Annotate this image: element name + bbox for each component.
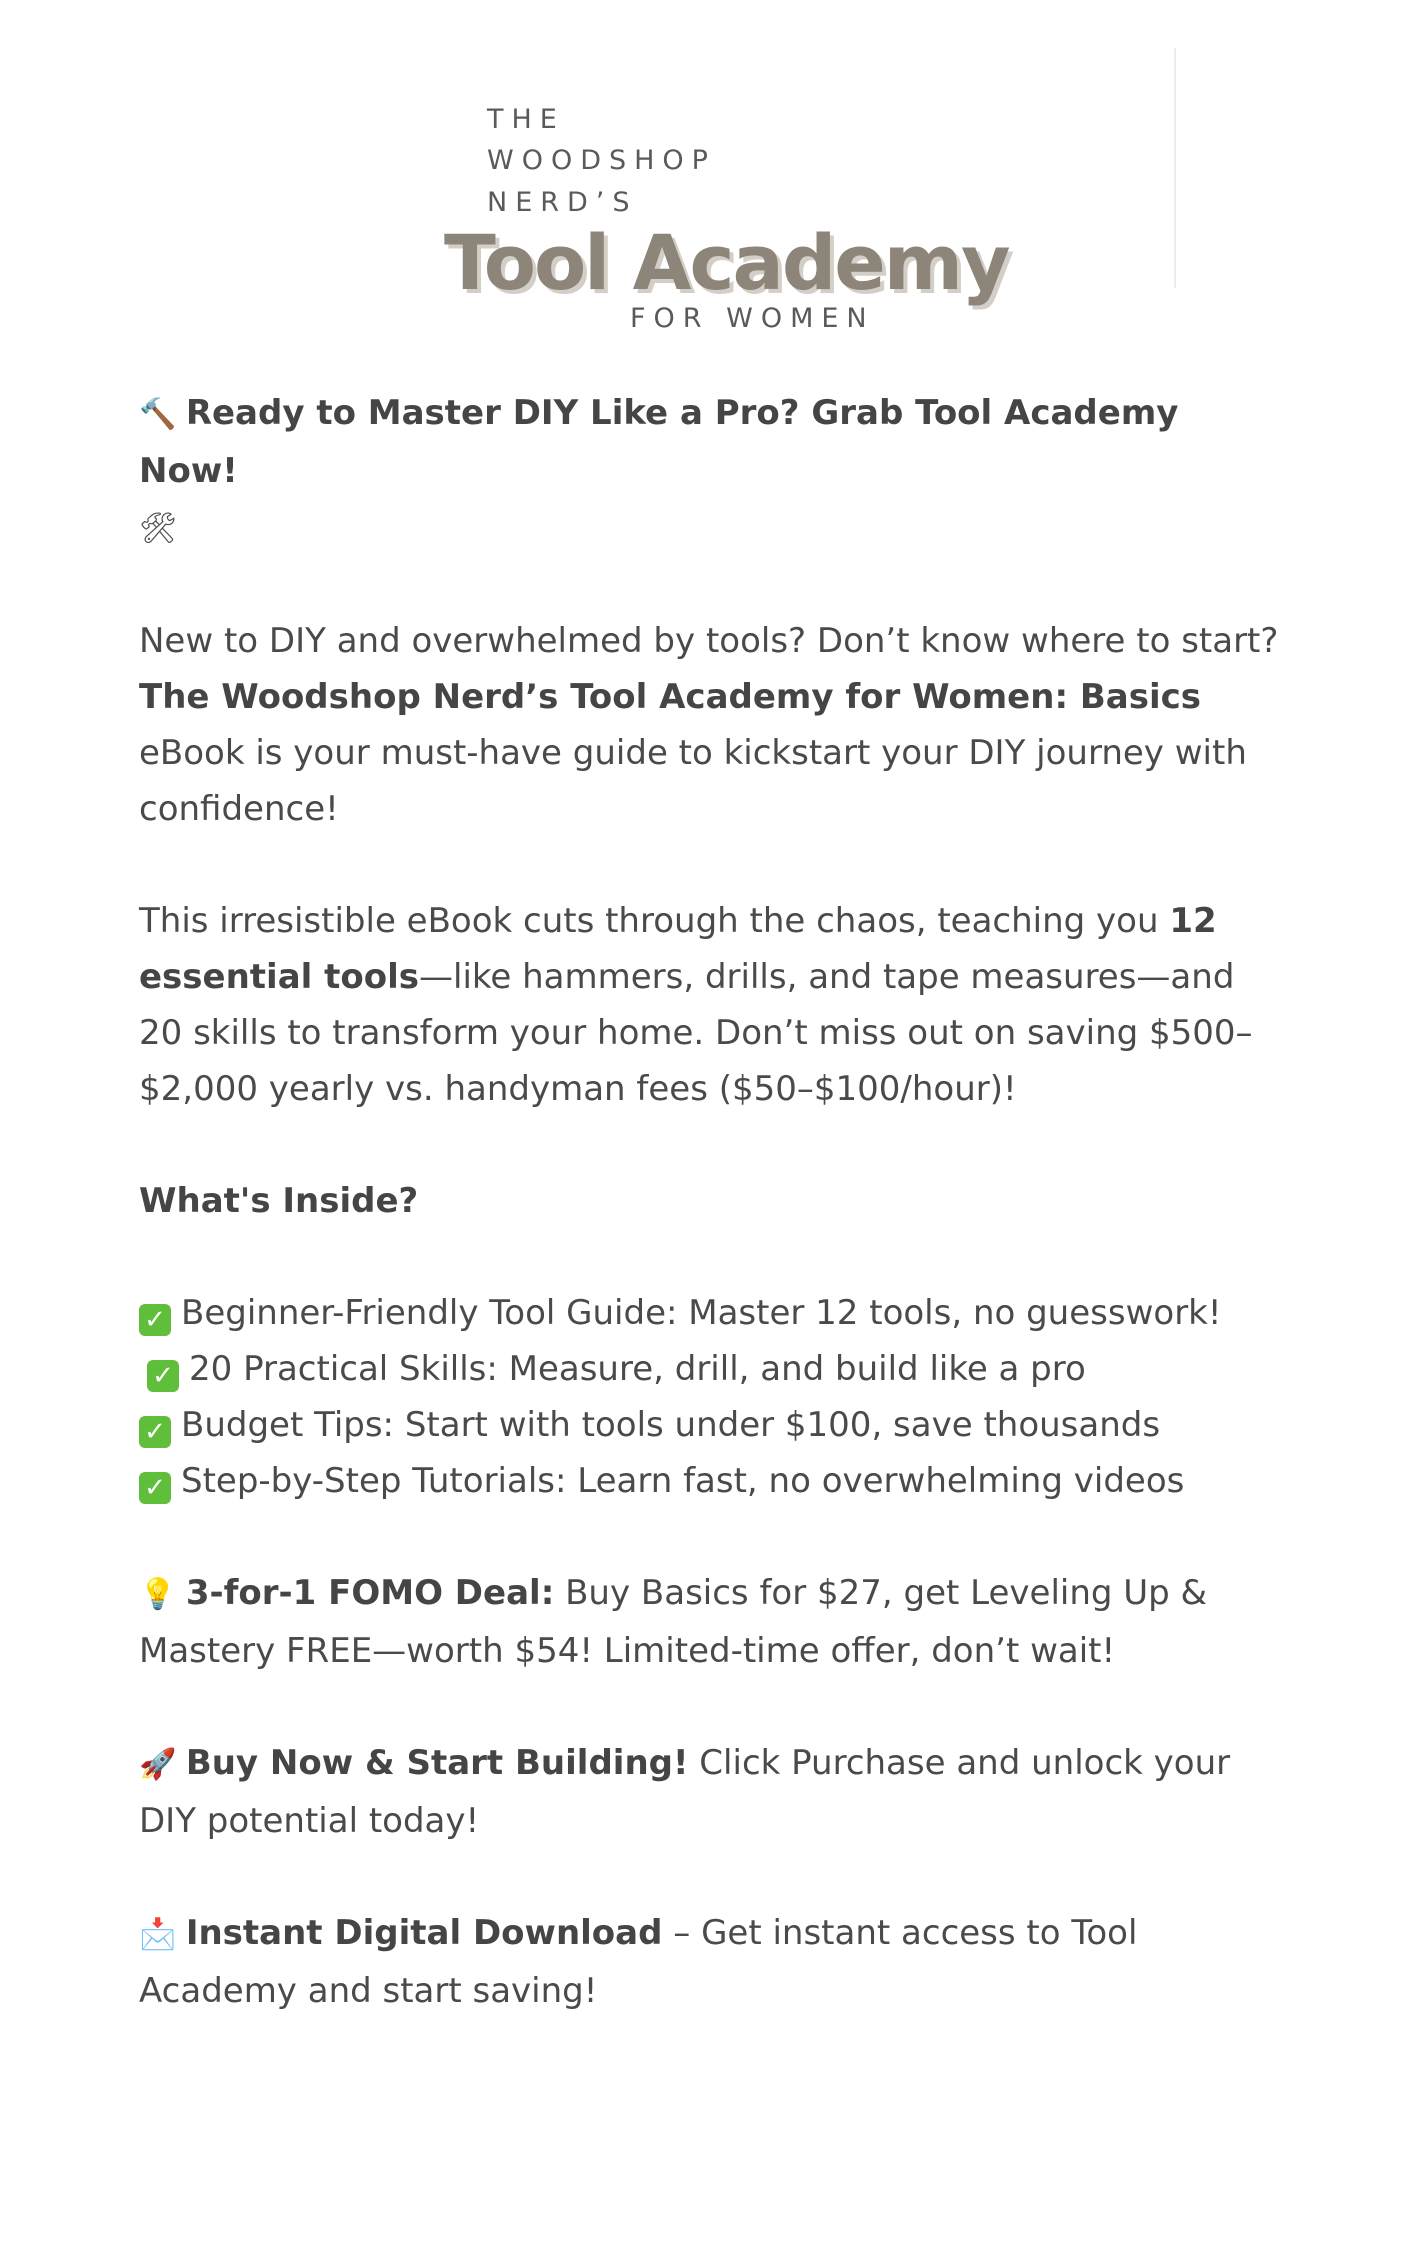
check-icon: ✓ (139, 1472, 171, 1504)
list-item (139, 1341, 1279, 1397)
lightbulb-icon: 💡 (139, 1577, 177, 1612)
intro-paragraph (139, 613, 1279, 837)
list-item (139, 1285, 1279, 1341)
description-paragraph (139, 893, 1279, 1117)
description-text-1: This irresistible eBook cuts through the chaos, teaching you (139, 901, 1170, 941)
logo-line-the: THE (487, 104, 565, 135)
hammer-icon: 🔨 (139, 397, 177, 432)
hammer-wrench-icon: 🛠 (139, 511, 178, 546)
inside-heading-text: What's Inside? (139, 1181, 419, 1221)
inside-heading (139, 1173, 1279, 1229)
headline (139, 385, 1279, 557)
buy-bold: Buy Now & Start Building! (185, 1743, 689, 1783)
description-bold: 12 essential tools (139, 901, 1217, 997)
check-icon: ✓ (139, 1416, 171, 1448)
buy-text: Click Purchase and unlock your DIY potential today! (139, 1743, 1231, 1841)
intro-text-2: eBook is your must-have guide to kickstart your DIY journey with confidence! (139, 733, 1247, 829)
list-item-text: Budget Tips: Start with tools under $100, save thousands (181, 1405, 1161, 1445)
download-bold: Instant Digital Download (185, 1913, 663, 1953)
list-item (139, 1397, 1279, 1453)
logo-line-woodshop: WOODSHOP (487, 145, 716, 176)
headline-text: Ready to Master DIY Like a Pro? Grab Tool Academy Now! (139, 393, 1179, 491)
logo-title: Tool Academy (444, 218, 1009, 307)
list-item-text: Step-by-Step Tutorials: Learn fast, no overwhelming videos (181, 1461, 1185, 1501)
buy-paragraph (139, 1735, 1279, 1849)
check-icon: ✓ (139, 1304, 171, 1336)
list-item (139, 1453, 1279, 1509)
intro-text-1: New to DIY and overwhelmed by tools? Don’t know where to start? (139, 621, 1279, 661)
check-icon: ✓ (147, 1360, 179, 1392)
intro-bold: The Woodshop Nerd’s Tool Academy for Women: Basics (139, 677, 1202, 717)
deal-bold: 3-for-1 FOMO Deal: (185, 1573, 555, 1613)
product-description (139, 385, 1279, 2075)
list-item-text: 20 Practical Skills: Measure, drill, and build like a pro (189, 1349, 1086, 1389)
logo-subtitle: FOR WOMEN (630, 303, 875, 334)
description-text-2: —like hammers, drills, and tape measures—and 20 skills to transform your home. Don’t miss out on saving $500–$2,000 yearly vs. handyman fees ($50–$100/hour)! (139, 957, 1253, 1109)
deal-text: Buy Basics for $27, get Leveling Up & Mastery FREE—worth $54! Limited-time offer, don’t wait! (139, 1573, 1208, 1671)
checklist (139, 1285, 1279, 1509)
logo (0, 0, 1410, 350)
download-icon: 📩 (139, 1917, 177, 1952)
rocket-icon: 🚀 (139, 1747, 177, 1782)
download-paragraph (139, 1905, 1279, 2019)
logo-line-nerds: NERD’S (487, 187, 638, 218)
list-item-text: Beginner-Friendly Tool Guide: Master 12 tools, no guesswork! (181, 1293, 1222, 1333)
download-text: – Get instant access to Tool Academy and start saving! (139, 1913, 1138, 2011)
deal-paragraph (139, 1565, 1279, 1679)
